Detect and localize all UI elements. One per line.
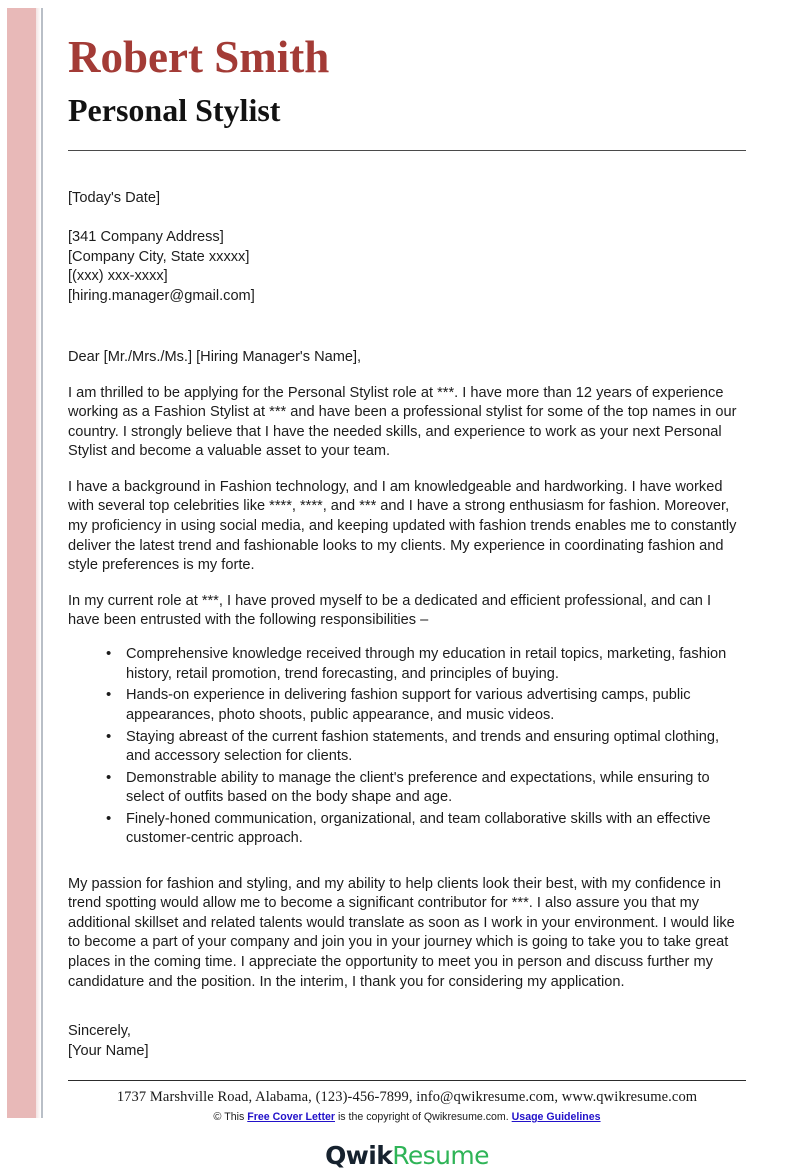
list-item: • Hands-on experience in delivering fashion support for various advertising camps, public appearances, photo shoots, public appearance, and music videos. bbox=[106, 686, 746, 725]
copyright-prefix-text: This bbox=[224, 1110, 245, 1123]
recipient-address-line1: [341 Company Address] bbox=[68, 228, 224, 245]
applicant-job-title: Personal Stylist bbox=[68, 92, 281, 129]
footer-copyright-line bbox=[68, 1111, 746, 1123]
decorative-left-rule bbox=[41, 8, 43, 1118]
letter-paragraph-1: I am thrilled to be applying for the Personal Stylist role at ***. I have more than 12 years of experience working as a Fashion Stylist at *** and have been a professional stylist for some of the top names in our country. I strongly believe that I have the needed skills, and experience to work as your next Personal Stylist and become a valuable asset to your team. bbox=[68, 384, 737, 460]
recipient-email: [hiring.manager@gmail.com] bbox=[68, 287, 255, 304]
free-cover-letter-link[interactable]: Free Cover Letter bbox=[247, 1110, 335, 1123]
recipient-phone: [(xxx) xxx-xxxx] bbox=[68, 268, 168, 285]
applicant-name: Robert Smith bbox=[68, 32, 330, 82]
copyright-middle-text: is the copyright of Qwikresume.com. bbox=[337, 1110, 509, 1123]
footer-divider bbox=[68, 1080, 746, 1081]
usage-guidelines-link[interactable]: Usage Guidelines bbox=[511, 1110, 601, 1123]
footer-contact-address: 1737 Marshville Road, Alabama, (123)-456-7899, info@qwikresume.com, www.qwikresume.com bbox=[116, 1088, 698, 1105]
list-item: • Finely-honed communication, organizational, and team collaborative skills with an effective customer-centric approach. bbox=[106, 810, 746, 849]
letter-salutation: Dear [Mr./Mrs./Ms.] [Hiring Manager's Name], bbox=[68, 349, 362, 366]
letter-paragraph-3: In my current role at ***, I have proved myself to be a dedicated and efficient professional, and can I have been entrusted with the following responsibilities – bbox=[68, 592, 712, 629]
letter-signoff bbox=[68, 1022, 746, 1062]
list-item: • Comprehensive knowledge received through my education in retail topics, marketing, fashion history, retail promotion, trend forecasting, and principles of buying. bbox=[106, 645, 746, 684]
signoff-salutation: Sincerely, bbox=[68, 1023, 131, 1040]
letter-closing-paragraph: My passion for fashion and styling, and my ability to help clients look their best, with my confidence in trend spotting would allow me to become a significant contributor for ***. I also assure you that my additional skillset and related talents would translate as soon as I work in your environment. I would like to become a part of your company and join you in your journey which is going to take you to take great places in the coming time. I appreciate the opportunity to meet you in person and discuss further my candidature and the position. In the interim, I thank you for considering my application. bbox=[68, 875, 735, 990]
header-divider bbox=[68, 150, 746, 151]
recipient-address-line2: [Company City, State xxxxx] bbox=[68, 248, 250, 265]
logo-text-qwik: Qwik bbox=[325, 1140, 393, 1170]
signoff-name: [Your Name] bbox=[68, 1042, 149, 1059]
logo-text-resume: Resume bbox=[392, 1140, 489, 1170]
letter-date: [Today's Date] bbox=[68, 190, 161, 207]
letter-paragraph-2: I have a background in Fashion technology, and I am knowledgeable and hardworking. I have worked with several top celebrities like ****, ****, and *** and I have a strong enthusiasm for fashion. Moreover, my proficiency in using social media, and keeping updated with fashion trends enables me to constantly deliver the latest trend and fashionable looks to my clients. My experience in coordinating fashion and style preferences is my forte. bbox=[68, 478, 737, 574]
copyright-icon: © bbox=[213, 1110, 222, 1123]
decorative-left-band bbox=[7, 8, 36, 1118]
decorative-left-band-edge bbox=[36, 8, 40, 1118]
recipient-address-block bbox=[68, 228, 746, 306]
qwikresume-logo bbox=[68, 1141, 746, 1170]
responsibilities-list bbox=[68, 645, 746, 848]
letter-content bbox=[68, 0, 746, 1170]
list-item: • Demonstrable ability to manage the client's preference and expectations, while ensuring to select of outfits based on the body shape and age. bbox=[106, 769, 746, 808]
list-item: • Staying abreast of the current fashion statements, and trends and ensuring optimal clothing, and accessory selection for clients. bbox=[106, 728, 746, 767]
